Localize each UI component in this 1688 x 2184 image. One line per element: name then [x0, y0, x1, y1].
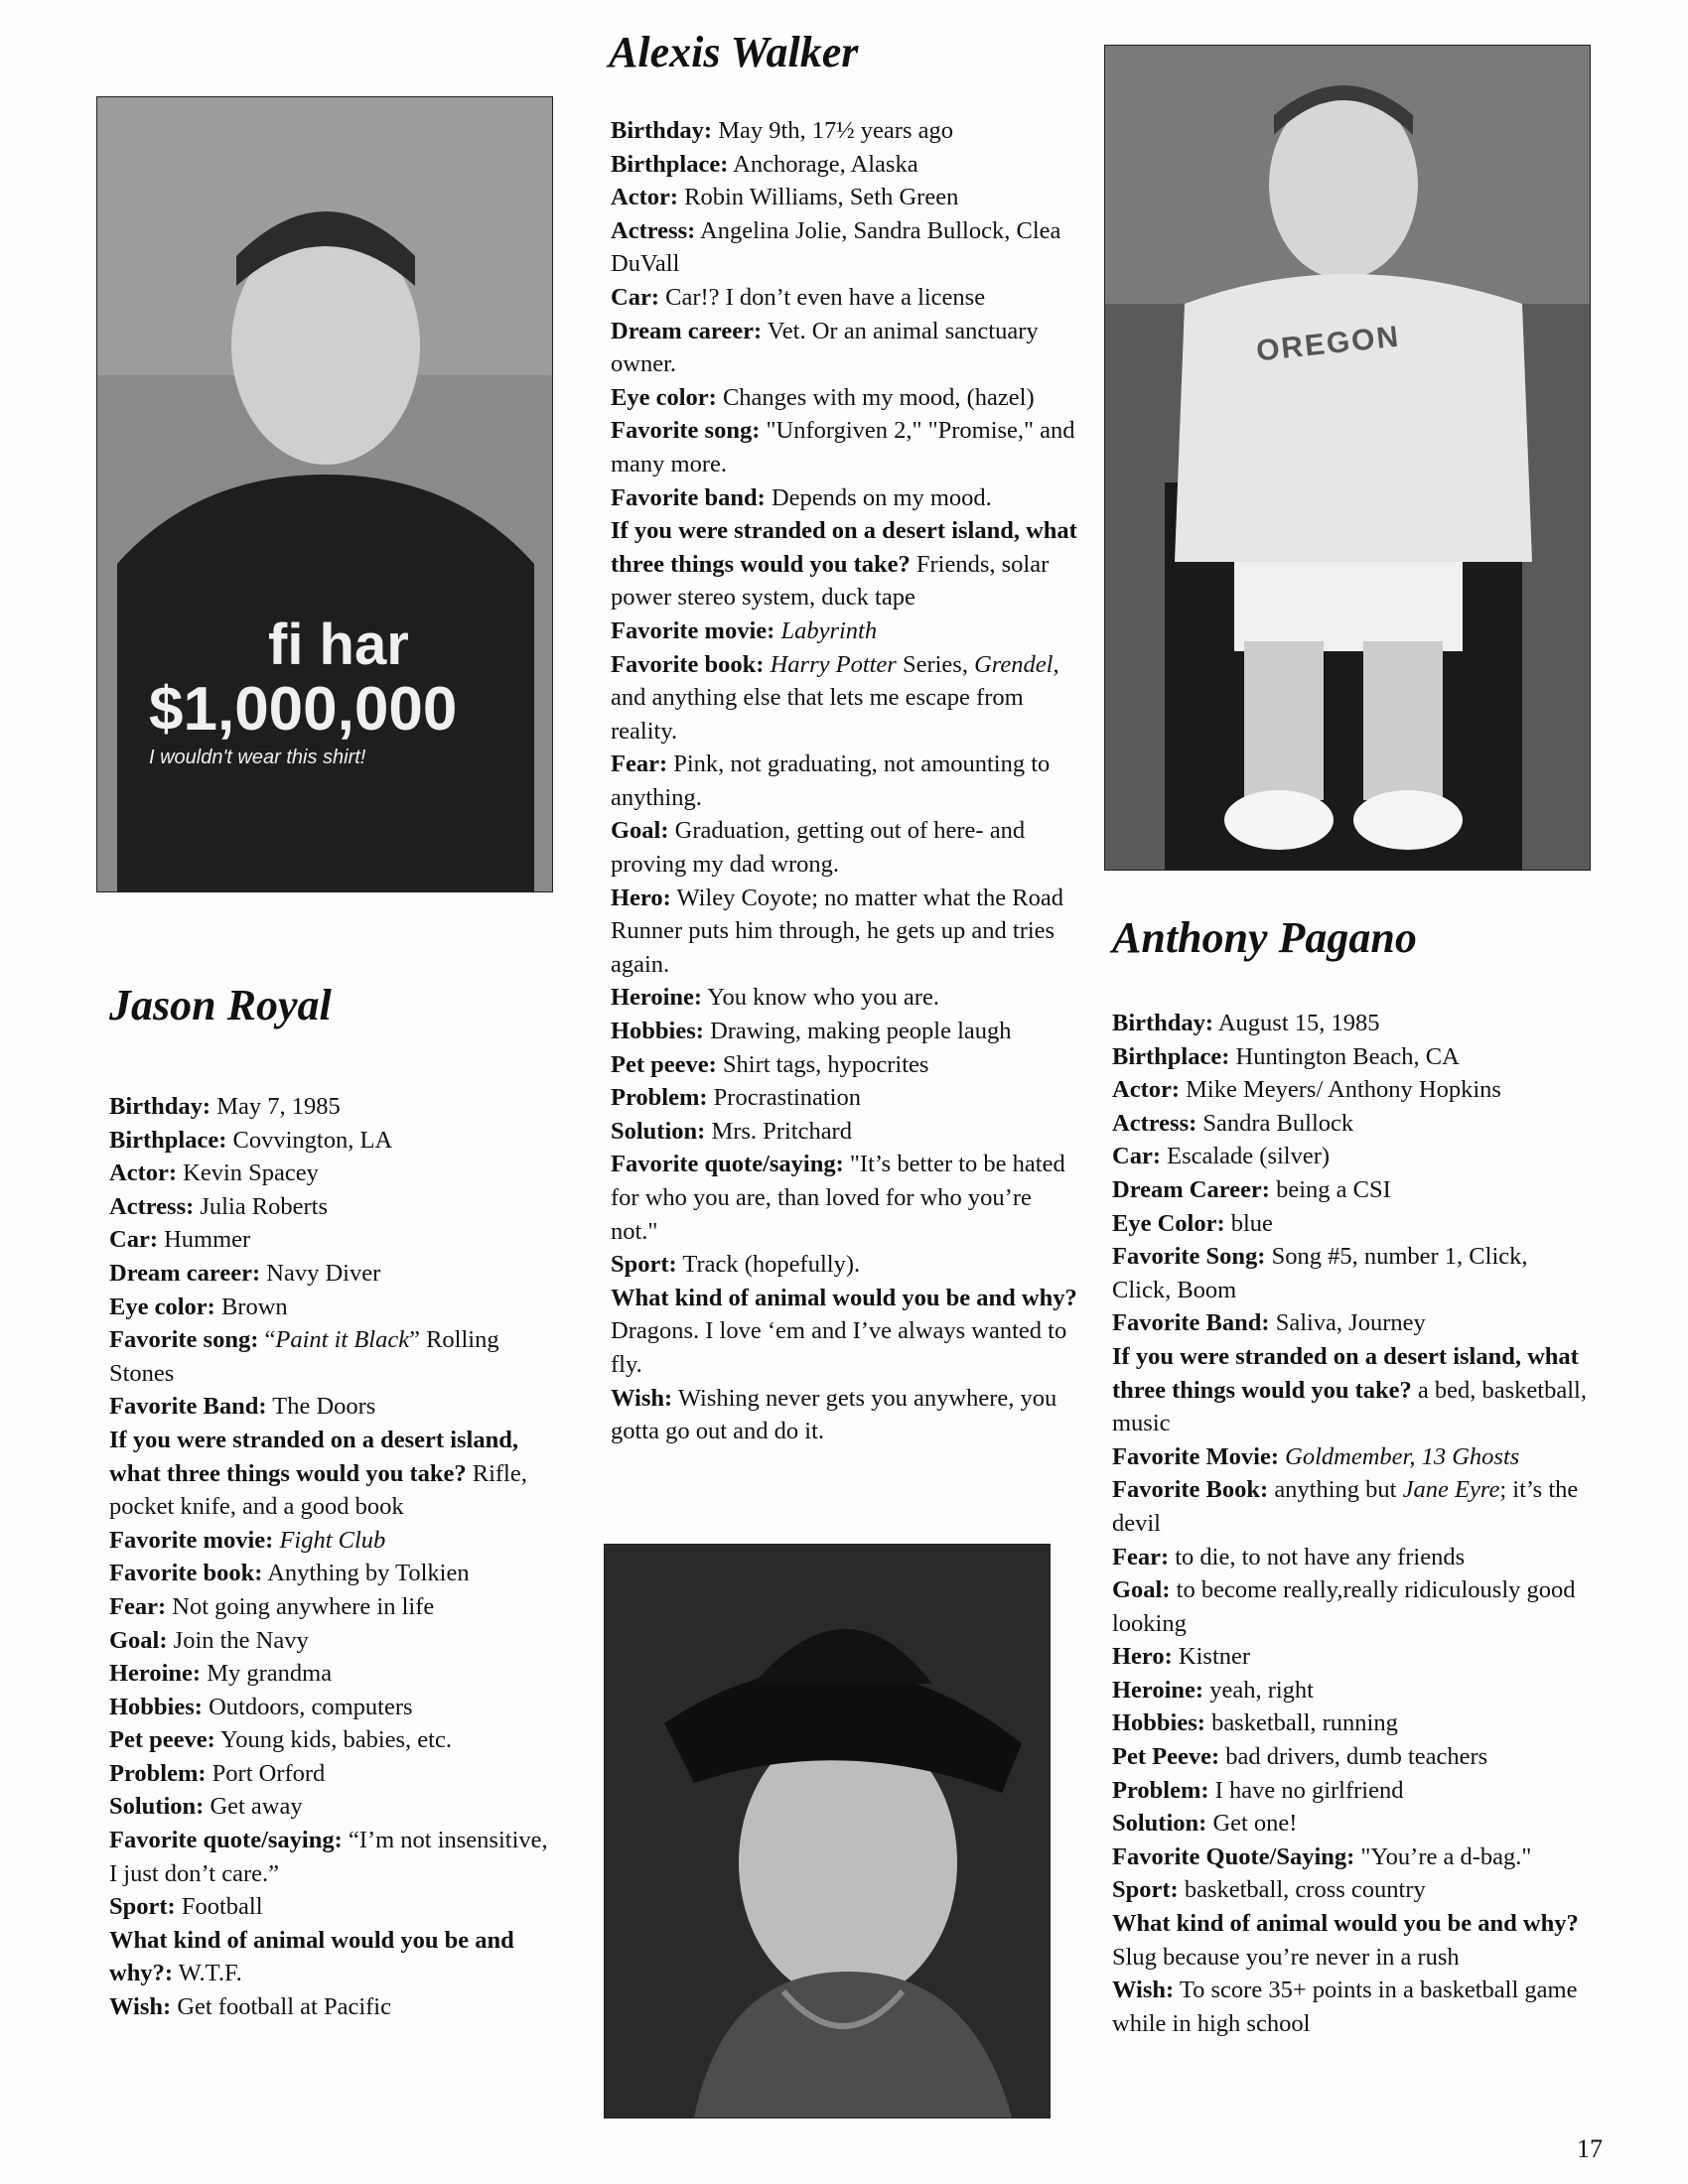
shirt-text-2: $1,000,000: [149, 675, 458, 744]
field: Pet Peeve: bad drivers, dumb teachers: [1112, 1743, 1488, 1771]
field: Goal: Join the Navy: [109, 1626, 309, 1654]
field: If you were stranded on a desert island, what three things would you take? a bed, basketball, music: [1112, 1342, 1587, 1437]
field: Car: Car!? I don’t even have a license: [611, 283, 986, 311]
field: Fear: to die, to not have any friends: [1112, 1543, 1466, 1570]
field: Favorite movie: Fight Club: [109, 1526, 386, 1554]
field: Actor: Kevin Spacey: [109, 1160, 319, 1187]
anthony-pagano-photo-image: [1105, 46, 1590, 870]
field: Hobbies: Outdoors, computers: [109, 1693, 413, 1720]
field: What kind of animal would you be and why? Dragons. I love ‘em and I’ve always wanted to fly.: [611, 1284, 1077, 1378]
field: Favorite Song: Song #5, number 1, Click, Click, Boom: [1112, 1243, 1528, 1303]
profile-name-jason-royal: Jason Royal: [109, 981, 332, 1029]
field: Favorite Band: The Doors: [109, 1393, 376, 1421]
field: Favorite Quote/Saying: "You’re a d-bag.": [1112, 1843, 1532, 1870]
field: What kind of animal would you be and why? Slug because you’re never in a rush: [1112, 1910, 1579, 1971]
field: Solution: Mrs. Pritchard: [611, 1117, 852, 1145]
field: Favorite Book: anything but Jane Eyre; it’s the devil: [1112, 1476, 1579, 1537]
field: Favorite song: "Unforgiven 2," "Promise," and many more.: [611, 417, 1075, 478]
field: Favorite Band: Saliva, Journey: [1112, 1309, 1426, 1337]
jason-royal-photo: [96, 96, 553, 892]
field: Fear: Not going anywhere in life: [109, 1592, 435, 1620]
field: Favorite quote/saying: "It’s better to be hated for who you are, than loved for who you’re not.": [611, 1151, 1065, 1245]
profile-details-anthony-pagano: [1112, 1007, 1589, 2040]
field: Goal: to become really,really ridiculously good looking: [1112, 1576, 1576, 1637]
field: Heroine: yeah, right: [1112, 1676, 1314, 1704]
field: Dream career: Navy Diver: [109, 1259, 381, 1287]
field: Sport: basketball, cross country: [1112, 1876, 1426, 1904]
field: Problem: I have no girlfriend: [1112, 1776, 1404, 1804]
field: What kind of animal would you be and why?: W.T.F.: [109, 1926, 514, 1987]
field: Birthday: May 9th, 17½ years ago: [611, 117, 954, 144]
field: Favorite song: “Paint it Black” Rolling Stones: [109, 1326, 499, 1387]
field: Wish: Get football at Pacific: [109, 1993, 391, 2021]
field: Heroine: My grandma: [109, 1660, 333, 1688]
field: Car: Escalade (silver): [1112, 1143, 1331, 1170]
field: Problem: Procrastination: [611, 1084, 861, 1112]
shirt-text-1: fi har: [268, 613, 409, 677]
field: Dream Career: being a CSI: [1112, 1175, 1391, 1203]
field: Solution: Get one!: [1112, 1810, 1298, 1838]
field: Birthday: May 7, 1985: [109, 1093, 341, 1120]
field: Pet peeve: Shirt tags, hypocrites: [611, 1050, 929, 1078]
profile-details-jason-royal: [109, 1090, 561, 2024]
alexis-walker-photo: [604, 1544, 1051, 2118]
profile-details-alexis-walker: [611, 114, 1077, 1448]
jason-royal-photo-image: [97, 97, 552, 891]
field: Eye color: Changes with my mood, (hazel): [611, 383, 1035, 411]
field: Actress: Julia Roberts: [109, 1192, 329, 1220]
field: Birthplace: Covvington, LA: [109, 1126, 393, 1154]
field: Favorite book: Harry Potter Series, Grendel, and anything else that lets me escape from reality.: [611, 650, 1059, 745]
profile-name-alexis-walker: Alexis Walker: [609, 28, 859, 76]
field: Actor: Robin Williams, Seth Green: [611, 184, 959, 211]
page-number: 17: [1577, 2134, 1603, 2163]
anthony-pagano-shirt-print: OREGON: [1254, 320, 1402, 368]
field: Wish: Wishing never gets you anywhere, you gotta go out and do it.: [611, 1384, 1057, 1445]
field: Actress: Sandra Bullock: [1112, 1109, 1354, 1137]
field: Car: Hummer: [109, 1226, 251, 1254]
field: Favorite band: Depends on my mood.: [611, 483, 992, 511]
field: Birthplace: Anchorage, Alaska: [611, 150, 918, 178]
field: If you were stranded on a desert island, what three things would you take? Rifle, pocket knife, and a good book: [109, 1426, 527, 1521]
field: Fear: Pink, not graduating, not amounting to anything.: [611, 751, 1051, 811]
field: If you were stranded on a desert island, what three things would you take? Friends, solar power stereo system, duck tape: [611, 517, 1077, 612]
field: Problem: Port Orford: [109, 1759, 326, 1787]
field: Hero: Wiley Coyote; no matter what the Road Runner puts him through, he gets up and tries again.: [611, 884, 1064, 978]
field: Wish: To score 35+ points in a basketball game while in high school: [1112, 1977, 1578, 2037]
field: Hero: Kistner: [1112, 1643, 1251, 1671]
field: Sport: Track (hopefully).: [611, 1251, 861, 1279]
field: Actress: Angelina Jolie, Sandra Bullock, Clea DuVall: [611, 216, 1061, 278]
field: Pet peeve: Young kids, babies, etc.: [109, 1726, 452, 1754]
field: Birthplace: Huntington Beach, CA: [1112, 1042, 1460, 1070]
anthony-pagano-photo: [1104, 45, 1591, 871]
alexis-walker-photo-image: [605, 1545, 1050, 2117]
field: Favorite Movie: Goldmember, 13 Ghosts: [1112, 1442, 1520, 1470]
field: Actor: Mike Meyers/ Anthony Hopkins: [1112, 1076, 1501, 1104]
field: Hobbies: Drawing, making people laugh: [611, 1018, 1012, 1045]
field: Favorite quote/saying: “I’m not insensitive, I just don’t care.”: [109, 1827, 548, 1887]
field: Eye Color: blue: [1112, 1209, 1273, 1237]
field: Eye color: Brown: [109, 1293, 288, 1320]
field: Birthday: August 15, 1985: [1112, 1010, 1380, 1036]
shirt-text-3: I wouldn't wear this shirt!: [149, 747, 366, 768]
field: Favorite book: Anything by Tolkien: [109, 1560, 470, 1587]
field: Dream career: Vet. Or an animal sanctuary owner.: [611, 317, 1039, 378]
field: Goal: Graduation, getting out of here- and proving my dad wrong.: [611, 817, 1026, 879]
field: Hobbies: basketball, running: [1112, 1709, 1398, 1737]
field: Favorite movie: Labyrinth: [611, 616, 878, 644]
field: Sport: Football: [109, 1893, 263, 1921]
field: Solution: Get away: [109, 1793, 303, 1821]
field: Heroine: You know who you are.: [611, 984, 939, 1012]
profile-name-anthony-pagano: Anthony Pagano: [1112, 913, 1417, 962]
